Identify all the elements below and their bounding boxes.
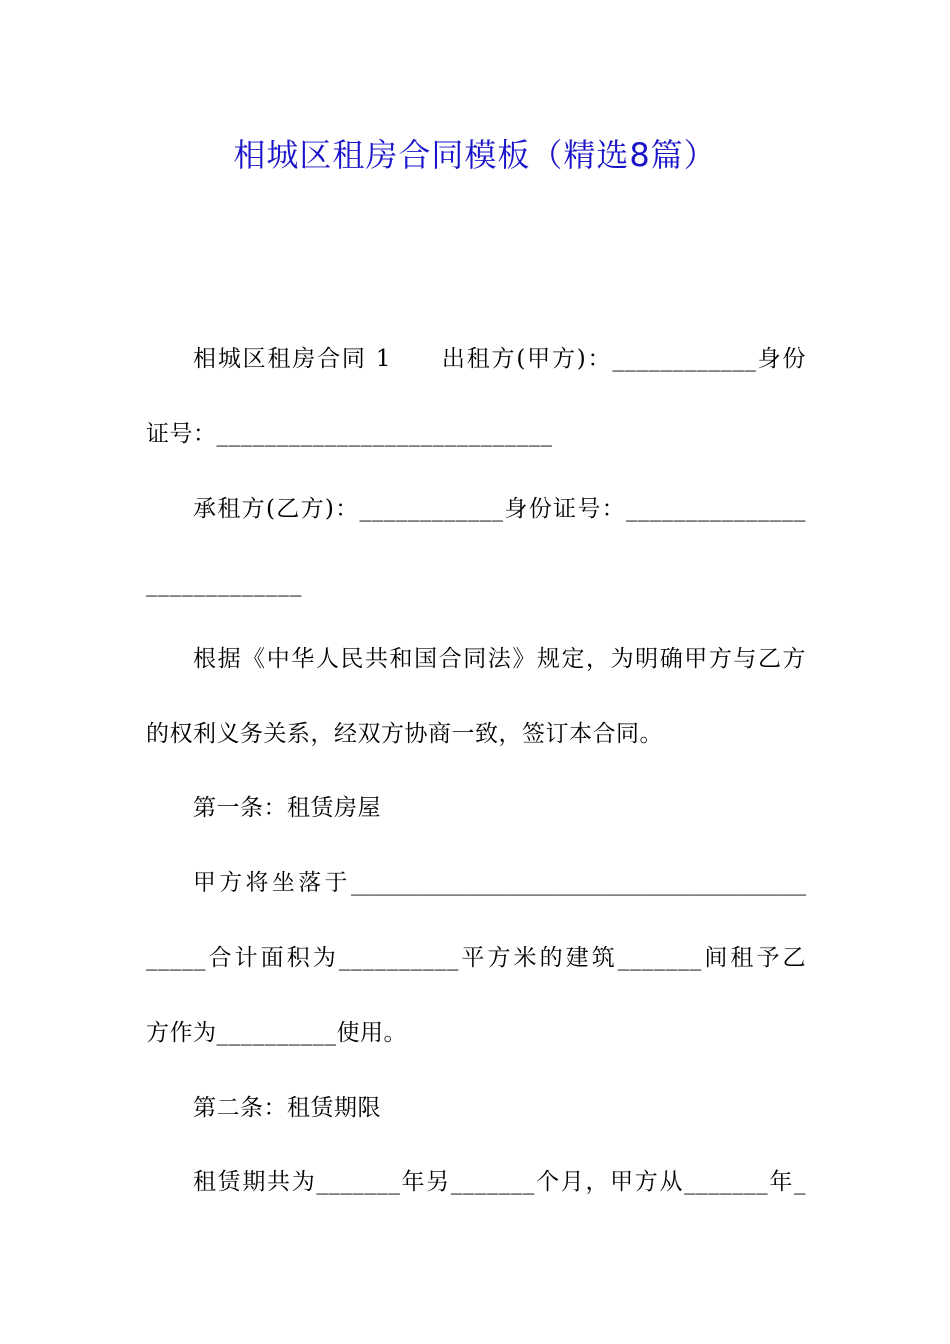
preamble-line-2: 的权利义务关系，经双方协商一致，签订本合同。	[146, 721, 663, 747]
article-2-line-1: 租赁期共为_______年另_______个月，甲方从_______年_	[193, 1169, 806, 1195]
article-1-line-3: 方作为__________使用。	[146, 1020, 407, 1046]
lessee-line: 承租方(乙方)：____________身份证号：_______________	[193, 496, 806, 522]
article-1-line-1: 甲方将坐落于________________________________________	[193, 870, 806, 896]
lessee-id-continuation-line: _____________	[146, 571, 302, 597]
contract-1-heading-lessor-line: 相城区租房合同 1 出租方(甲方)：____________身份	[193, 346, 806, 372]
article-2-heading: 第二条：租赁期限	[193, 1095, 381, 1121]
article-1-line-2: _____合计面积为__________平方米的建筑_______间租予乙	[146, 945, 806, 971]
lessor-id-line: 证号：____________________________	[146, 421, 553, 447]
document-title: 相城区租房合同模板（精选8篇）	[233, 136, 717, 174]
preamble-line-1: 根据《中华人民共和国合同法》规定，为明确甲方与乙方	[193, 646, 806, 672]
article-1-heading: 第一条：租赁房屋	[193, 795, 381, 821]
